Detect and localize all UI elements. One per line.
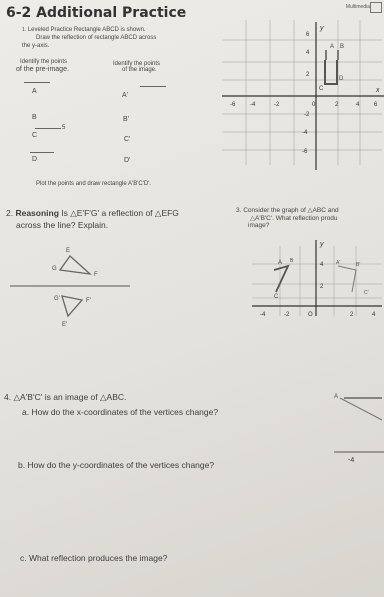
graph-3-x-tick-2: 2 xyxy=(350,312,354,318)
graph-1-grid xyxy=(222,20,382,165)
q4-figure xyxy=(334,390,384,480)
graph-3-y-tick-2: 2 xyxy=(320,284,324,290)
q1-pre-b: B xyxy=(32,114,37,121)
q2-question-line2: across the line? Explain. xyxy=(16,220,109,230)
q4-x-tick-neg4: -4 xyxy=(348,457,355,464)
graph-3-x-tick-neg2: -2 xyxy=(284,312,290,318)
q1-pre-b-blank[interactable] xyxy=(35,128,61,129)
q2-vertex-f-prime: F' xyxy=(86,298,91,304)
q4-part-c: c. What reflection produces the image? xyxy=(20,553,168,563)
graph-1-y-tick-4: 4 xyxy=(306,50,310,56)
q2-vertex-g: G xyxy=(52,266,57,272)
q2-vertex-e-prime: E' xyxy=(62,322,68,328)
q3-question: 3. Consider the graph of △ABC and xyxy=(236,207,339,214)
graph-1-x-tick-2: 2 xyxy=(335,102,339,108)
graph-3[interactable] xyxy=(252,236,382,346)
q4-part-b: b. How do the y-coordinates of the vertices change? xyxy=(18,460,215,470)
q1-img-a-blank[interactable] xyxy=(140,86,166,87)
q1-img-b: B' xyxy=(123,116,130,123)
q1-line2: Draw the reflection of rectangle ABCD across xyxy=(36,35,157,41)
q1-img-a: A' xyxy=(122,92,129,99)
q3-question-line2: △A'B'C'. What reflection produ xyxy=(250,215,338,222)
q3-question-line3: image? xyxy=(248,222,270,229)
q4-part-a: a. How do the x-coordinates of the vertices change? xyxy=(22,407,219,417)
q4-vertex-a: A xyxy=(334,394,339,400)
graph-1-x-label: x xyxy=(376,87,380,94)
q2-vertex-f: F xyxy=(94,272,98,278)
graph-1-pt-c: C xyxy=(319,86,324,92)
triangle-a-b-c-prime xyxy=(338,266,356,292)
graph-1-x-tick-neg2: -2 xyxy=(274,102,280,108)
graph-3-vertex-c-prime: C' xyxy=(364,290,369,296)
graph-3-vertex-b: B xyxy=(290,258,294,264)
graph-1[interactable] xyxy=(222,20,384,190)
graph-3-x-tick-neg4: -4 xyxy=(260,312,266,318)
graph-1-x-tick-4: 4 xyxy=(356,102,360,108)
q4-question: 4. △A'B'C' is an image of △ABC. xyxy=(4,392,127,402)
q1-pre-d: D xyxy=(32,156,38,163)
q1-filled-answer: 5 xyxy=(62,125,66,131)
graph-1-x-tick-neg6: -6 xyxy=(230,102,236,108)
q1-pre-a: A xyxy=(32,88,37,95)
graph-3-y-tick-4: 4 xyxy=(320,262,324,268)
graph-3-vertex-b-prime: B' xyxy=(356,262,361,268)
q1-intro: 1. Leveled Practice Rectangle ABCD is shown. xyxy=(22,27,146,33)
q1-pre-a-blank[interactable] xyxy=(24,82,50,83)
graph-1-pt-b: B xyxy=(340,44,345,50)
graph-3-x-tick-0: O xyxy=(308,312,313,318)
graph-1-pt-d: D xyxy=(339,76,344,82)
q1-img-d: D' xyxy=(124,157,131,164)
graph-1-x-tick-0: 0 xyxy=(312,102,316,108)
q1-col2-head-a: Identify the points xyxy=(113,61,161,67)
q1-pre-c: C xyxy=(32,132,38,139)
graph-1-y-tick-neg2: -2 xyxy=(304,112,310,118)
graph-1-y-label: y xyxy=(320,25,324,32)
q2-question: 2. Reasoning Is △E'F'G' a reflection of △EFG xyxy=(6,208,179,218)
graph-1-y-tick-6: 6 xyxy=(306,32,310,38)
graph-3-x-tick-4: 4 xyxy=(372,312,376,318)
q2-figure xyxy=(10,238,140,338)
q1-pre-c-blank[interactable] xyxy=(30,152,54,153)
graph-1-pt-a: A xyxy=(330,44,335,50)
triangle-efg xyxy=(60,256,90,274)
q4-triangle-edge-2 xyxy=(340,398,382,420)
graph-1-x-tick-6: 6 xyxy=(374,102,378,108)
page-title: 6-2 Additional Practice xyxy=(6,5,187,21)
graph-3-vertex-a-prime: A' xyxy=(336,260,341,266)
q1-col1-head-b: of the pre-image. xyxy=(16,66,69,73)
graph-1-y-tick-neg4: -4 xyxy=(302,130,308,136)
graph-1-y-tick-2: 2 xyxy=(306,72,310,78)
q2-vertex-e: E xyxy=(66,248,71,254)
multimedia-tag[interactable]: Multimedia xyxy=(345,4,370,10)
graph-3-y-label: y xyxy=(320,241,324,248)
triangle-abc xyxy=(274,266,288,292)
graph-3-vertex-c: C xyxy=(274,294,279,300)
q1-img-c: C' xyxy=(124,136,131,143)
q1-plot-instruction: Plot the points and draw rectangle A'B'C'D'. xyxy=(36,181,151,187)
triangle-e-f-g-prime xyxy=(62,296,82,316)
graph-3-vertex-a: A xyxy=(278,260,283,266)
q2-vertex-g-prime: G' xyxy=(54,296,60,302)
rectangle-abcd xyxy=(325,60,337,84)
graph-1-x-tick-neg4: -4 xyxy=(250,102,256,108)
multimedia-icon[interactable] xyxy=(370,2,382,13)
q1-col1-head-a: Identify the points xyxy=(20,59,68,65)
graph-1-y-tick-neg6: -6 xyxy=(302,149,308,155)
q1-col2-head-b: of the image. xyxy=(122,67,157,73)
q1-line3: the y-axis. xyxy=(22,43,50,49)
